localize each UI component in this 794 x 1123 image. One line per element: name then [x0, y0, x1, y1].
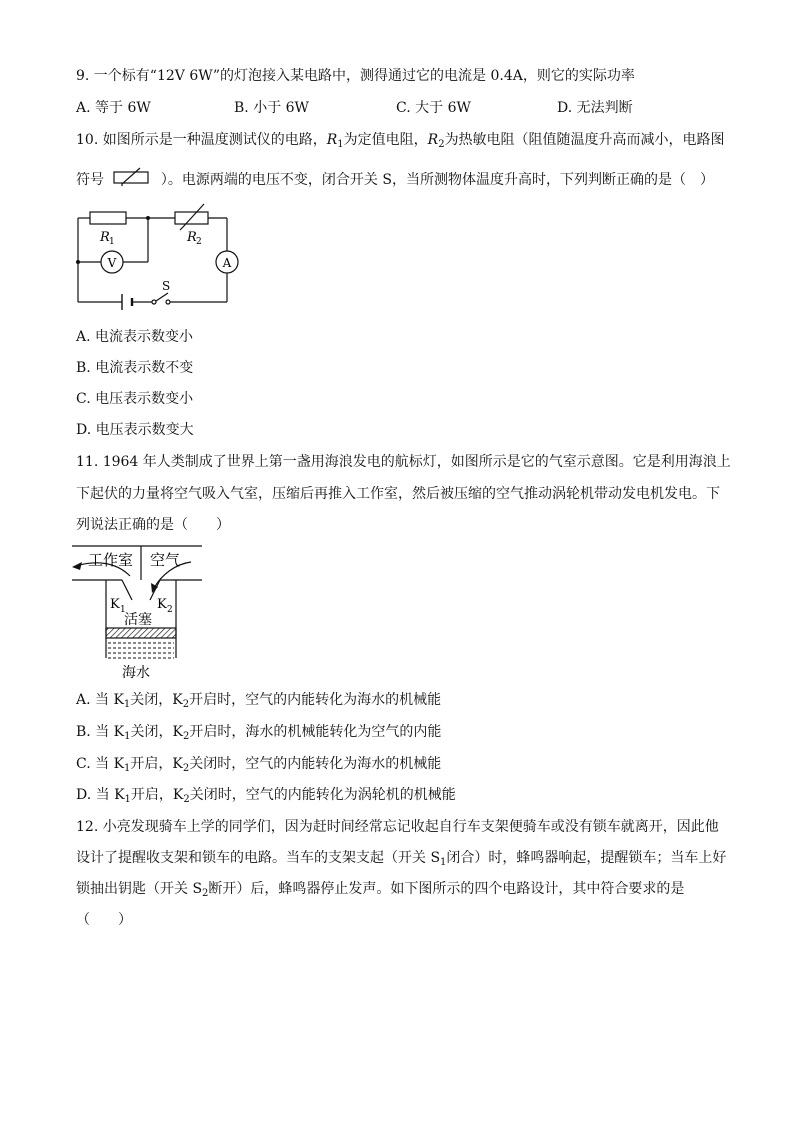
k2-label: K	[157, 597, 167, 612]
r2-label-sub: 2	[196, 237, 202, 247]
air-label: 空气	[150, 551, 181, 569]
q10-line2-a: 符号	[76, 172, 104, 188]
piston-block	[106, 628, 176, 638]
q10-stem-line2	[76, 166, 714, 193]
q10-r1-symbol: R	[326, 132, 338, 148]
q12-stem-line2: 设计了提醒收支架和锁车的电路。当车的支架支起（开关 $S_1$闭合）时，蜂鸣器响起，提醒锁车；当车上好	[76, 850, 727, 868]
r2-label: R	[187, 230, 197, 245]
q11-air-chamber-diagram	[66, 540, 216, 682]
q11-option-c: C. 当 $K_1$开启，$K_2$关闭时，空气的内能转化为海水的机械能	[76, 756, 442, 774]
switch-label: S	[162, 279, 171, 293]
k1-label: K	[110, 597, 120, 612]
q11-option-b: B. 当 $K_1$关闭，$K_2$开启时，海水的机械能转化为空气的内能	[76, 724, 442, 742]
q10-option-d: D. 电压表示数变大	[76, 422, 194, 438]
q12-stem-line3: 锁抽出钥匙（开关 $S_2$断开）后，蜂鸣器停止发声。如下图所示的四个电路设计，其中符合要求的是	[76, 881, 685, 899]
q11-option-a: A. 当 $K_1$关闭，$K_2$开启时，空气的内能转化为海水的机械能	[76, 692, 442, 710]
q10-option-a: A. 电流表示数变小	[76, 329, 194, 345]
k1-label-sub: 1	[120, 605, 126, 615]
work-room-label: 工作室	[88, 551, 134, 569]
piston-label: 活塞	[124, 612, 152, 628]
q10-option-b: B. 电流表示数不变	[76, 360, 194, 376]
q11-stem-line2: 下起伏的力量将空气吸入气室，压缩后再推入工作室，然后被压缩的空气推动涡轮机带动发电机发电。下	[76, 486, 720, 502]
ammeter-label: A	[222, 256, 232, 270]
q10-r1-sub: 1	[337, 139, 344, 150]
q12-stem-line4: （ ）	[76, 912, 132, 928]
q9-stem: 9. 一个标有“12V 6W”的灯泡接入某电路中，测得通过它的电流是 0.4A，则它的实际功率	[76, 68, 635, 84]
q11-option-d: D. 当 $K_1$开启，$K_2$关闭时，空气的内能转化为涡轮机的机械能	[76, 787, 456, 805]
q11-stem-line1: 11. 1964 年人类制成了世界上第一盏用海浪发电的航标灯，如图所示是它的气室示意图。它是利用海浪上	[76, 454, 731, 470]
q9-option-a: A. 等于 6W	[76, 100, 151, 116]
q10-circuit-diagram	[70, 200, 250, 312]
q10-option-c: C. 电压表示数变小	[76, 391, 194, 407]
switch-s-icon	[152, 293, 170, 304]
q9-option-c: C. 大于 6W	[396, 100, 471, 116]
q12-stem-line1: 12. 小亮发现骑车上学的同学们，因为赶时间经常忘记收起自行车支架便骑车或没有锁车就离开，因此他	[76, 819, 719, 835]
q11-stem-line3: 列说法正确的是（ ）	[76, 517, 230, 533]
q9-option-b: B. 小于 6W	[234, 100, 309, 116]
q10-r2-sub: 2	[438, 139, 445, 150]
q10-line1-a: 10. 如图所示是一种温度测试仪的电路，	[76, 132, 327, 148]
sea-water-label: 海水	[122, 665, 150, 681]
q10-line2-b: ）。电源两端的电压不变，闭合开关 S，当所测物体温度升高时，下列判断正确的是（ ）	[160, 172, 714, 188]
q10-stem-line1	[76, 131, 725, 149]
q9-option-d: D. 无法判断	[557, 100, 633, 116]
voltmeter-label: V	[107, 256, 117, 270]
sea-water-lines	[108, 643, 174, 658]
arrow-left-icon	[72, 562, 82, 570]
battery-icon	[122, 294, 132, 310]
k2-label-sub: 2	[167, 605, 173, 615]
q10-line1-b: 为定值电阻，	[343, 132, 428, 148]
q10-line1-c: 为热敏电阻（阻值随温度升高而减小，电路图	[444, 132, 725, 148]
thermistor-symbol-icon	[108, 166, 156, 193]
q10-r2-symbol: R	[427, 132, 439, 148]
r1-label: R	[100, 230, 110, 245]
r1-label-sub: 1	[109, 237, 115, 247]
resistor-r1	[90, 212, 126, 224]
